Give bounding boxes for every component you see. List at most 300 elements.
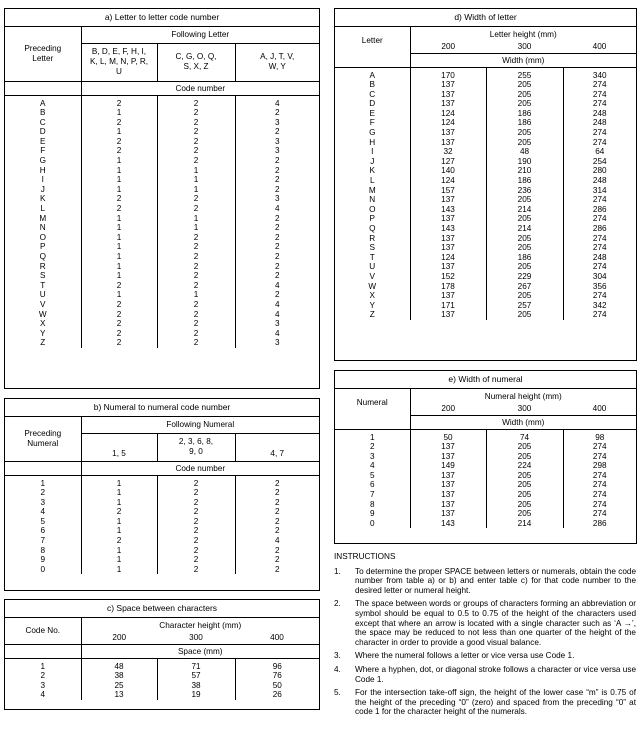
table-row xyxy=(335,509,636,519)
value-cell: 286 xyxy=(563,224,636,234)
value-cell: 2 xyxy=(157,546,235,556)
instruction-number: 3. xyxy=(334,651,341,661)
value-cell: 76 xyxy=(235,671,319,681)
value-cell: 248 xyxy=(563,109,636,119)
table-b-title: b) Numeral to numeral code number xyxy=(5,399,319,417)
value-cell: 137 xyxy=(410,99,486,109)
value-cell: 280 xyxy=(563,166,636,176)
value-cell: 2 xyxy=(157,127,235,137)
value-cell: 2 xyxy=(81,310,157,320)
table-c-title: c) Space between characters xyxy=(5,600,319,618)
value-cell: 137 xyxy=(410,262,486,272)
table-row xyxy=(335,500,636,510)
table-row xyxy=(5,290,319,300)
value-cell: 4 xyxy=(235,329,319,339)
value-cell: 2 xyxy=(235,507,319,517)
value-cell: 1 xyxy=(81,108,157,118)
value-cell: 1 xyxy=(81,242,157,252)
table-row xyxy=(5,536,319,546)
value-cell: 1 xyxy=(157,185,235,195)
value-cell: 2 xyxy=(157,310,235,320)
row-label-cell: S xyxy=(40,271,46,281)
row-label-cell: H xyxy=(369,137,376,147)
value-cell: 186 xyxy=(486,253,563,263)
table-row xyxy=(5,546,319,556)
value-cell: 274 xyxy=(563,452,636,462)
instruction-item xyxy=(334,665,636,684)
table-row xyxy=(335,205,636,215)
value-cell: 137 xyxy=(410,80,486,90)
value-cell: 186 xyxy=(486,176,563,186)
value-cell: 274 xyxy=(563,90,636,100)
value-cell: 137 xyxy=(410,480,486,490)
row-label-cell: W xyxy=(38,309,47,319)
value-cell: 2 xyxy=(81,319,157,329)
table-a-preceding-header: Preceding Letter xyxy=(5,27,81,81)
value-cell: 2 xyxy=(235,175,319,185)
table-row xyxy=(335,442,636,452)
table-b-group-1: 1, 5 xyxy=(81,433,157,461)
value-cell: 178 xyxy=(410,282,486,292)
value-cell: 205 xyxy=(486,195,563,205)
value-cell: 2 xyxy=(81,338,157,348)
table-e-height-200: 200 xyxy=(410,403,486,415)
value-cell: 2 xyxy=(157,498,235,508)
value-cell: 137 xyxy=(410,195,486,205)
table-c-space-header: Space (mm) xyxy=(81,644,319,658)
row-label-cell: K xyxy=(369,166,375,176)
table-c-space xyxy=(4,599,320,710)
instruction-item xyxy=(334,688,636,717)
value-cell: 205 xyxy=(486,80,563,90)
row-label-cell: 0 xyxy=(369,518,375,528)
value-cell: 2 xyxy=(81,95,157,108)
instruction-number: 1. xyxy=(334,566,341,576)
value-cell: 210 xyxy=(486,166,563,176)
row-label-cell: P xyxy=(369,214,375,224)
table-row xyxy=(335,243,636,253)
value-cell: 1 xyxy=(81,223,157,233)
value-cell: 25 xyxy=(81,681,157,691)
value-cell: 2 xyxy=(235,166,319,176)
value-cell: 4 xyxy=(235,204,319,214)
value-cell: 4 xyxy=(235,300,319,310)
table-row xyxy=(5,555,319,565)
value-cell: 2 xyxy=(235,214,319,224)
instruction-text: Where a hyphen, dot, or diagonal stroke follows a character or vice versa use Code 1. xyxy=(355,664,636,684)
value-cell: 286 xyxy=(563,519,636,529)
value-cell: 2 xyxy=(81,204,157,214)
row-label-cell: 4 xyxy=(40,507,46,517)
value-cell: 96 xyxy=(235,658,319,671)
value-cell: 32 xyxy=(410,147,486,157)
table-d-height-400: 400 xyxy=(563,41,636,53)
value-cell: 2 xyxy=(157,108,235,118)
row-label-cell: 9 xyxy=(40,555,46,565)
value-cell: 214 xyxy=(486,224,563,234)
table-row xyxy=(5,156,319,166)
row-label-cell: 4 xyxy=(369,461,375,471)
value-cell: 2 xyxy=(81,507,157,517)
value-cell: 205 xyxy=(486,310,563,320)
value-cell: 1 xyxy=(81,526,157,536)
row-label-cell: Z xyxy=(40,338,46,348)
table-d-letter-header: Letter xyxy=(361,35,383,45)
row-label-cell: C xyxy=(369,89,376,99)
value-cell: 50 xyxy=(410,429,486,442)
value-cell: 274 xyxy=(563,214,636,224)
table-row xyxy=(335,429,636,442)
row-label-cell: B xyxy=(40,108,46,118)
table-row xyxy=(5,175,319,185)
value-cell: 4 xyxy=(235,310,319,320)
value-cell: 267 xyxy=(486,282,563,292)
value-cell: 2 xyxy=(81,300,157,310)
value-cell: 1 xyxy=(81,262,157,272)
table-a-letter-code xyxy=(4,8,320,389)
value-cell: 274 xyxy=(563,80,636,90)
table-a-body xyxy=(5,95,319,348)
value-cell: 2 xyxy=(235,526,319,536)
value-cell: 205 xyxy=(486,291,563,301)
value-cell: 2 xyxy=(157,95,235,108)
table-row xyxy=(5,681,319,691)
value-cell: 186 xyxy=(486,109,563,119)
value-cell: 19 xyxy=(157,690,235,700)
value-cell: 2 xyxy=(157,319,235,329)
value-cell: 124 xyxy=(410,176,486,186)
table-b-body xyxy=(5,475,319,574)
row-label-cell: F xyxy=(40,146,46,156)
table-row xyxy=(335,214,636,224)
value-cell: 64 xyxy=(563,147,636,157)
value-cell: 149 xyxy=(410,461,486,471)
value-cell: 137 xyxy=(410,509,486,519)
value-cell: 1 xyxy=(81,488,157,498)
table-row xyxy=(335,67,636,80)
table-row xyxy=(335,272,636,282)
value-cell: 248 xyxy=(563,253,636,263)
row-label-cell: E xyxy=(369,108,375,118)
table-row xyxy=(5,271,319,281)
value-cell: 2 xyxy=(157,338,235,348)
row-label-cell: O xyxy=(369,204,376,214)
value-cell: 124 xyxy=(410,109,486,119)
value-cell: 1 xyxy=(81,185,157,195)
table-row xyxy=(335,99,636,109)
value-cell: 1 xyxy=(81,175,157,185)
value-cell: 186 xyxy=(486,118,563,128)
instruction-text: To determine the proper SPACE between letters or numerals, obtain the code number from table a) or b) and enter table c) for that code number to the desired letter or numeral height. xyxy=(355,566,636,595)
row-label-cell: 7 xyxy=(369,490,375,500)
value-cell: 2 xyxy=(81,118,157,128)
table-row xyxy=(5,146,319,156)
value-cell: 2 xyxy=(235,555,319,565)
table-row xyxy=(5,475,319,488)
value-cell: 2 xyxy=(235,185,319,195)
row-label-cell: A xyxy=(40,98,46,108)
value-cell: 2 xyxy=(157,194,235,204)
value-cell: 2 xyxy=(157,137,235,147)
instructions-heading: INSTRUCTIONS xyxy=(334,552,396,561)
table-row xyxy=(335,224,636,234)
value-cell: 127 xyxy=(410,157,486,167)
table-row xyxy=(335,90,636,100)
table-c-body xyxy=(5,658,319,700)
table-row xyxy=(5,95,319,108)
table-row xyxy=(335,234,636,244)
value-cell: 2 xyxy=(235,242,319,252)
value-cell: 2 xyxy=(157,252,235,262)
table-e-height-header: Numeral height (mm) xyxy=(410,389,636,403)
table-b-numeral-code xyxy=(4,398,320,591)
value-cell: 205 xyxy=(486,490,563,500)
table-row xyxy=(5,242,319,252)
value-cell: 2 xyxy=(235,271,319,281)
value-cell: 2 xyxy=(81,329,157,339)
table-row xyxy=(335,471,636,481)
table-b-following-header: Following Numeral xyxy=(81,417,319,433)
row-label-cell: 5 xyxy=(369,470,375,480)
row-label-cell: 7 xyxy=(40,536,46,546)
row-label-cell: U xyxy=(369,262,376,272)
value-cell: 314 xyxy=(563,186,636,196)
value-cell: 1 xyxy=(157,290,235,300)
table-row xyxy=(335,176,636,186)
value-cell: 2 xyxy=(157,146,235,156)
row-label-cell: S xyxy=(369,243,375,253)
value-cell: 2 xyxy=(235,223,319,233)
table-b-group-3: 4, 7 xyxy=(235,433,319,461)
value-cell: 274 xyxy=(563,128,636,138)
value-cell: 2 xyxy=(157,242,235,252)
value-cell: 1 xyxy=(81,475,157,488)
value-cell: 274 xyxy=(563,291,636,301)
value-cell: 2 xyxy=(235,488,319,498)
row-label-cell: 3 xyxy=(40,497,46,507)
table-c-height-header: Character height (mm) xyxy=(81,618,319,632)
value-cell: 171 xyxy=(410,301,486,311)
value-cell: 2 xyxy=(157,565,235,575)
row-label-cell: T xyxy=(369,252,375,262)
row-label-cell: V xyxy=(40,299,46,309)
value-cell: 152 xyxy=(410,272,486,282)
row-label-cell: 1 xyxy=(369,432,375,442)
row-label-cell: T xyxy=(40,280,46,290)
row-label-cell: 6 xyxy=(40,526,46,536)
value-cell: 13 xyxy=(81,690,157,700)
value-cell: 2 xyxy=(81,536,157,546)
value-cell: 274 xyxy=(563,138,636,148)
value-cell: 57 xyxy=(157,671,235,681)
table-row xyxy=(5,319,319,329)
row-label-cell: O xyxy=(39,232,46,242)
row-label-cell: 8 xyxy=(369,499,375,509)
table-row xyxy=(5,214,319,224)
table-row xyxy=(335,128,636,138)
table-a-following-header: Following Letter xyxy=(81,27,319,43)
table-row xyxy=(335,301,636,311)
value-cell: 342 xyxy=(563,301,636,311)
table-row xyxy=(5,281,319,291)
row-label-cell: N xyxy=(369,195,376,205)
row-label-cell: G xyxy=(369,128,376,138)
table-d-height-300: 300 xyxy=(486,41,563,53)
value-cell: 1 xyxy=(81,565,157,575)
table-d-width-header: Width (mm) xyxy=(410,53,636,67)
value-cell: 1 xyxy=(157,223,235,233)
table-row xyxy=(335,147,636,157)
row-label-cell: B xyxy=(369,80,375,90)
value-cell: 3 xyxy=(235,118,319,128)
value-cell: 1 xyxy=(157,166,235,176)
row-label-cell: 4 xyxy=(40,690,46,700)
value-cell: 257 xyxy=(486,301,563,311)
table-row xyxy=(5,310,319,320)
value-cell: 137 xyxy=(410,128,486,138)
value-cell: 205 xyxy=(486,471,563,481)
value-cell: 143 xyxy=(410,205,486,215)
value-cell: 4 xyxy=(235,536,319,546)
table-d-letter-width xyxy=(334,8,637,361)
value-cell: 2 xyxy=(81,146,157,156)
row-label-cell: 5 xyxy=(40,516,46,526)
value-cell: 1 xyxy=(81,233,157,243)
table-d-title: d) Width of letter xyxy=(335,9,636,27)
row-label-cell: M xyxy=(368,185,376,195)
table-c-height-400: 400 xyxy=(235,632,319,644)
value-cell: 2 xyxy=(157,526,235,536)
value-cell: 1 xyxy=(157,175,235,185)
value-cell: 205 xyxy=(486,90,563,100)
table-row xyxy=(335,195,636,205)
value-cell: 38 xyxy=(81,671,157,681)
value-cell: 248 xyxy=(563,176,636,186)
value-cell: 298 xyxy=(563,461,636,471)
value-cell: 2 xyxy=(81,137,157,147)
row-label-cell: A xyxy=(369,70,375,80)
value-cell: 1 xyxy=(81,517,157,527)
row-label-cell: 2 xyxy=(369,442,375,452)
table-row xyxy=(335,166,636,176)
value-cell: 137 xyxy=(410,90,486,100)
value-cell: 48 xyxy=(486,147,563,157)
value-cell: 38 xyxy=(157,681,235,691)
value-cell: 71 xyxy=(157,658,235,671)
table-row xyxy=(5,488,319,498)
value-cell: 74 xyxy=(486,429,563,442)
value-cell: 205 xyxy=(486,509,563,519)
row-label-cell: Z xyxy=(369,310,375,320)
value-cell: 137 xyxy=(410,452,486,462)
row-label-cell: X xyxy=(40,319,46,329)
value-cell: 255 xyxy=(486,67,563,80)
table-a-group-2: C, G, O, Q, S, X, Z xyxy=(157,43,235,81)
table-row xyxy=(5,185,319,195)
table-row xyxy=(5,137,319,147)
value-cell: 274 xyxy=(563,500,636,510)
table-row xyxy=(5,166,319,176)
row-label-cell: E xyxy=(40,136,46,146)
table-c-height-300: 300 xyxy=(157,632,235,644)
value-cell: 2 xyxy=(157,517,235,527)
value-cell: 137 xyxy=(410,442,486,452)
value-cell: 340 xyxy=(563,67,636,80)
value-cell: 2 xyxy=(235,127,319,137)
value-cell: 205 xyxy=(486,99,563,109)
table-row xyxy=(335,253,636,263)
value-cell: 2 xyxy=(235,233,319,243)
row-label-cell: R xyxy=(39,261,46,271)
value-cell: 2 xyxy=(157,204,235,214)
value-cell: 98 xyxy=(563,429,636,442)
table-row xyxy=(5,127,319,137)
table-row xyxy=(5,118,319,128)
table-row xyxy=(5,194,319,204)
row-label-cell: 2 xyxy=(40,671,46,681)
value-cell: 214 xyxy=(486,519,563,529)
value-cell: 50 xyxy=(235,681,319,691)
table-row xyxy=(335,186,636,196)
instruction-number: 2. xyxy=(334,599,341,609)
value-cell: 2 xyxy=(235,517,319,527)
row-label-cell: N xyxy=(39,223,46,233)
table-e-height-400: 400 xyxy=(563,403,636,415)
value-cell: 274 xyxy=(563,99,636,109)
value-cell: 137 xyxy=(410,500,486,510)
row-label-cell: D xyxy=(369,99,376,109)
value-cell: 248 xyxy=(563,118,636,128)
value-cell: 2 xyxy=(235,498,319,508)
instruction-item xyxy=(334,651,636,661)
instructions-list xyxy=(334,567,636,717)
instruction-text: For the intersection take-off sign, the height of the lower case “m” is 0.75 of the height of the preceding “0” (zero) and spaced from the preceding “0” at code 1 for the character height of the numerals. xyxy=(355,688,636,717)
instruction-item xyxy=(334,599,636,647)
value-cell: 3 xyxy=(235,319,319,329)
value-cell: 137 xyxy=(410,310,486,320)
value-cell: 2 xyxy=(235,290,319,300)
value-cell: 140 xyxy=(410,166,486,176)
row-label-cell: 2 xyxy=(40,488,46,498)
value-cell: 137 xyxy=(410,291,486,301)
value-cell: 205 xyxy=(486,214,563,224)
value-cell: 2 xyxy=(157,536,235,546)
value-cell: 274 xyxy=(563,442,636,452)
instruction-text: Where the numeral follows a letter or vice versa use Code 1. xyxy=(355,651,575,661)
row-label-cell: 3 xyxy=(369,451,375,461)
value-cell: 205 xyxy=(486,128,563,138)
value-cell: 137 xyxy=(410,471,486,481)
table-c-height-200: 200 xyxy=(81,632,157,644)
row-label-cell: L xyxy=(40,204,46,214)
row-label-cell: I xyxy=(371,147,374,157)
table-row xyxy=(5,517,319,527)
table-row xyxy=(5,108,319,118)
value-cell: 137 xyxy=(410,490,486,500)
value-cell: 274 xyxy=(563,310,636,320)
table-row xyxy=(335,452,636,462)
value-cell: 2 xyxy=(235,546,319,556)
table-row xyxy=(335,461,636,471)
value-cell: 274 xyxy=(563,490,636,500)
value-cell: 3 xyxy=(235,338,319,348)
value-cell: 143 xyxy=(410,519,486,529)
value-cell: 2 xyxy=(235,156,319,166)
value-cell: 1 xyxy=(81,555,157,565)
value-cell: 274 xyxy=(563,471,636,481)
table-row xyxy=(335,310,636,320)
table-row xyxy=(5,658,319,671)
